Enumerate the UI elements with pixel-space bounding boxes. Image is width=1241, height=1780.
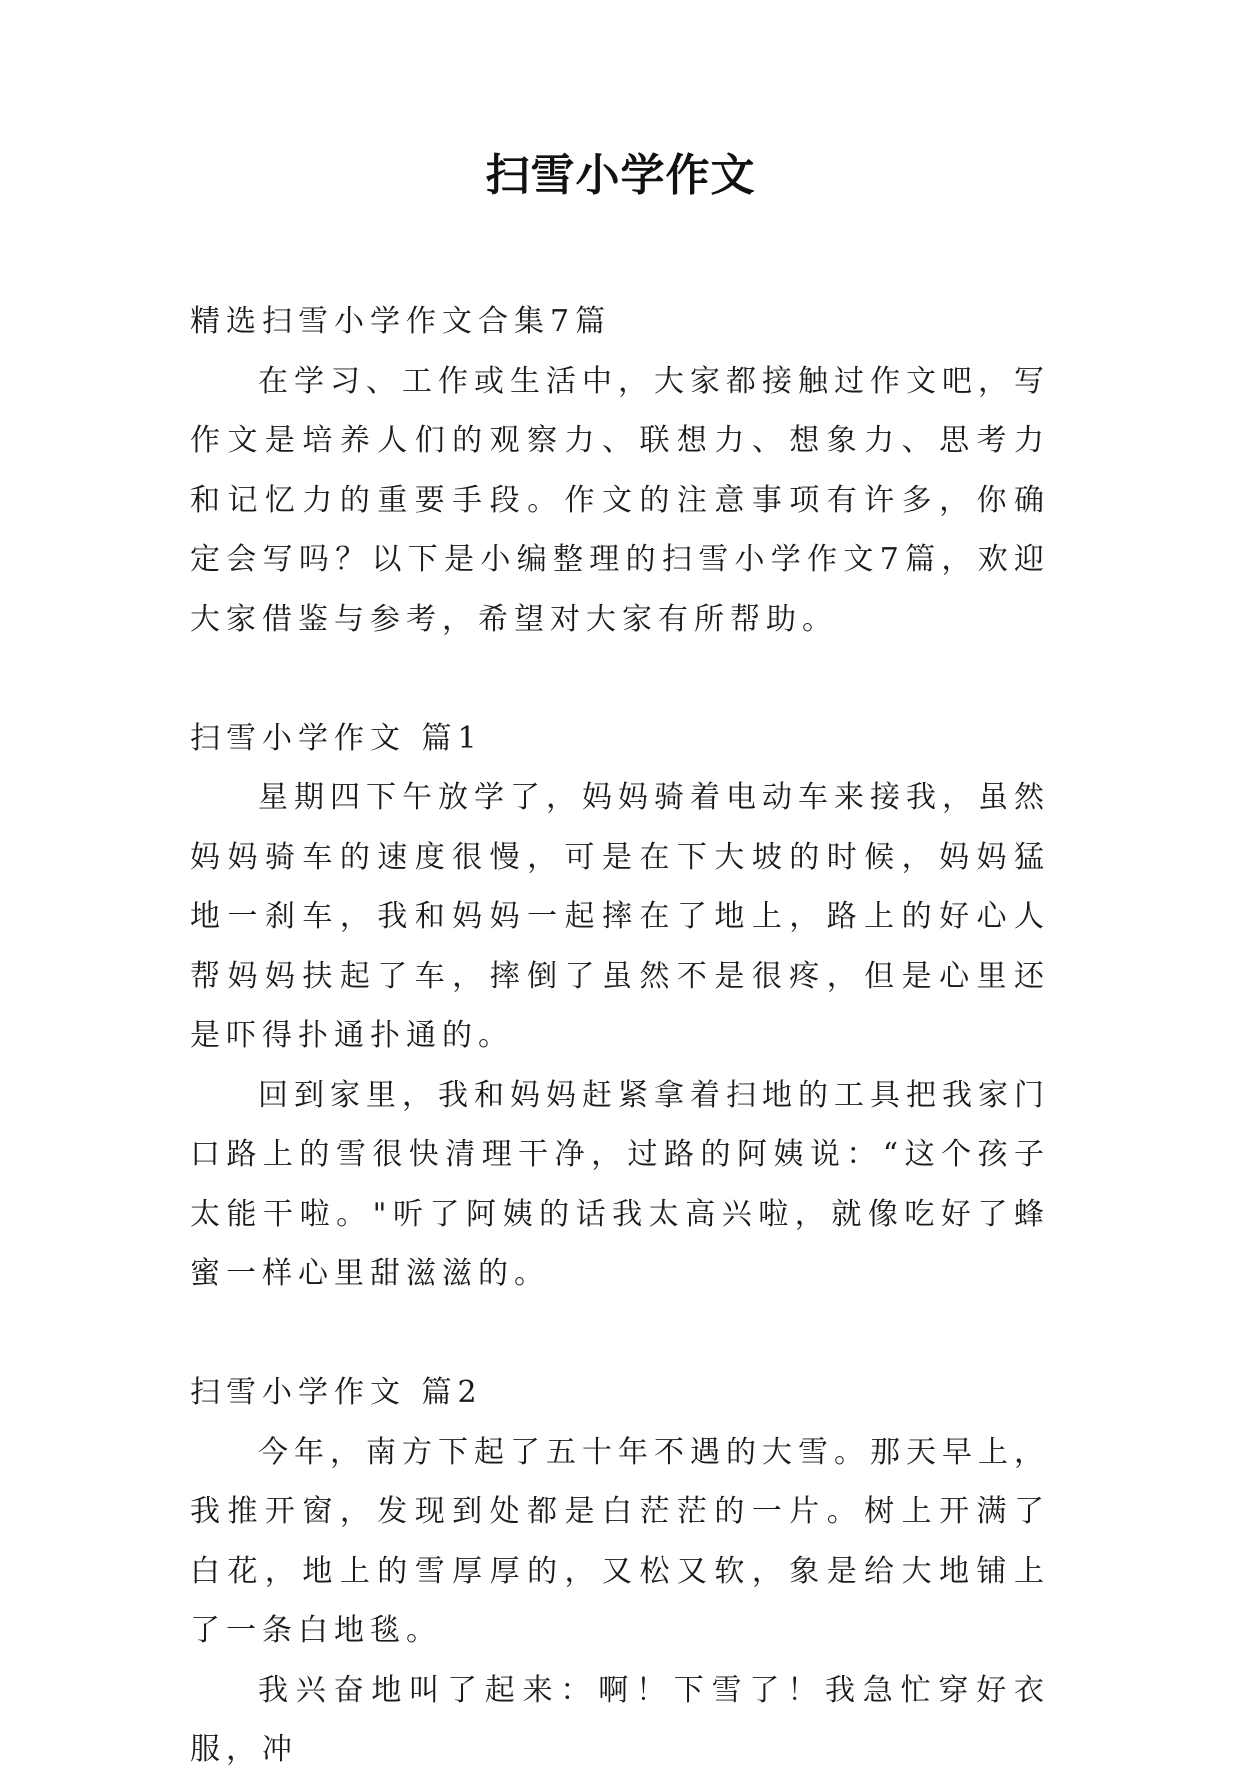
section-2-paragraph-2: 我兴奋地叫了起来：啊！下雪了！我急忙穿好衣服，冲	[190, 1672, 1050, 1767]
section-2-paragraph-1: 今年，南方下起了五十年不遇的大雪。那天早上，我推开窗，发现到处都是白茫茫的一片。树上开满了白花，地上的雪厚厚的，又松又软，象是给大地铺上了一条白地毯。	[190, 1434, 1050, 1648]
section-spacer	[190, 1304, 1050, 1364]
intro-paragraph: 在学习、工作或生活中，大家都接触过作文吧，写作文是培养人们的观察力、联想力、想象力、思考力和记忆力的重要手段。作文的注意事项有许多，你确定会写吗？以下是小编整理的扫雪小学作文7篇，欢迎大家借鉴与参考，希望对大家有所帮助。	[190, 363, 1050, 637]
document-title: 扫雪小学作文	[485, 150, 756, 201]
section-1-paragraph-1: 星期四下午放学了，妈妈骑着电动车来接我，虽然妈妈骑车的速度很慢，可是在下大坡的时候，妈妈猛地一刹车，我和妈妈一起摔在了地上，路上的好心人帮妈妈扶起了车，摔倒了虽然不是很疼，但是心里还是吓得扑通扑通的。	[190, 780, 1050, 1053]
section-2-heading: 扫雪小学作文 篇2	[190, 1375, 483, 1410]
section-spacer	[190, 649, 1050, 709]
section-1-heading: 扫雪小学作文 篇1	[190, 720, 483, 756]
section-1-paragraph-2: 回到家里，我和妈妈赶紧拿着扫地的工具把我家门口路上的雪很快清理干净，过路的阿姨说：“这个孩子太能干啦。"听了阿姨的话我太高兴啦，就像吃好了蜂蜜一样心里甜滋滋的。	[190, 1077, 1050, 1291]
document-body	[190, 292, 1050, 1780]
intro-heading: 精选扫雪小学作文合集7篇	[190, 304, 612, 339]
